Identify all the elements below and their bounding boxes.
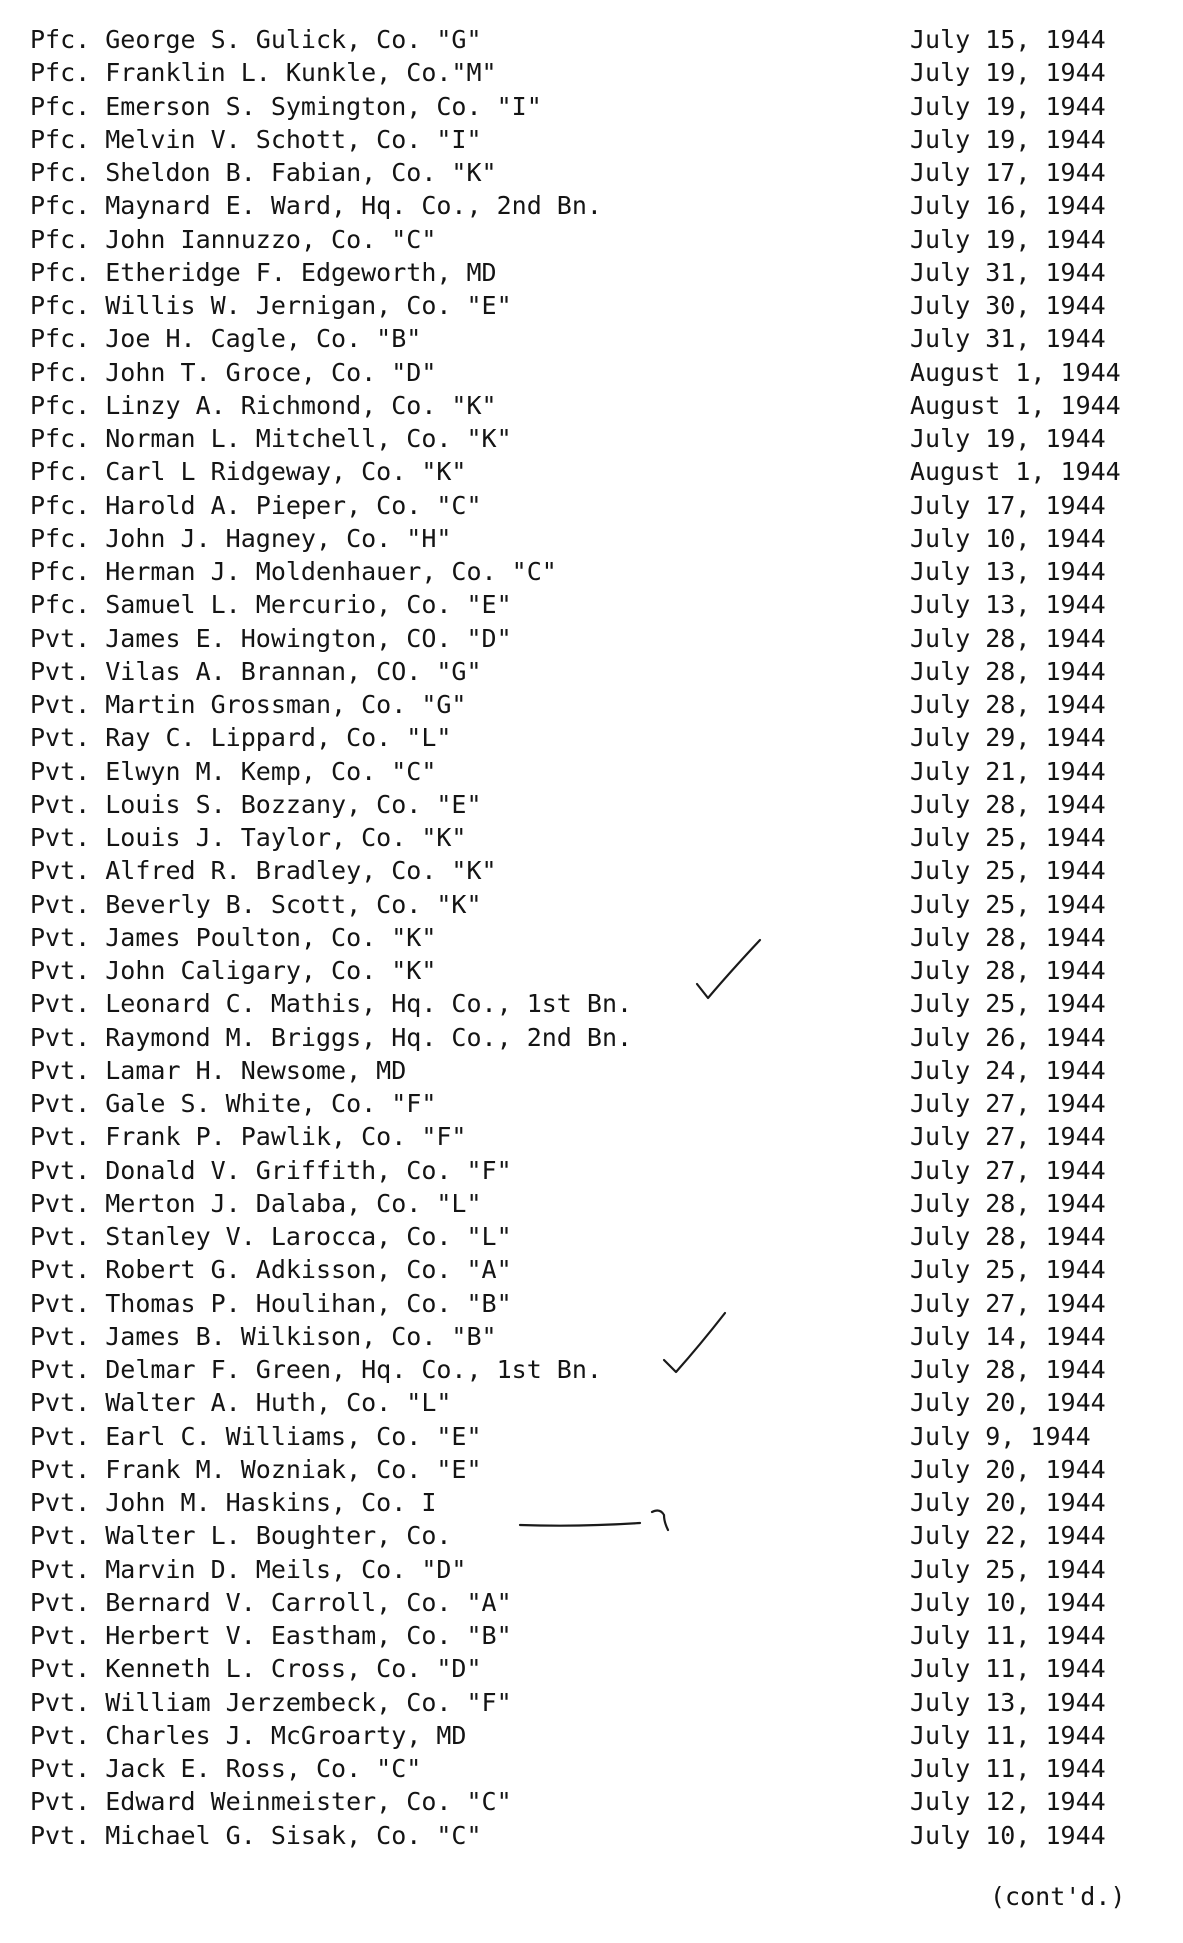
roster-row: [0, 1353, 1183, 1386]
roster-row: [0, 1586, 1183, 1619]
roster-row: [0, 1187, 1183, 1220]
entry-date: July 27, 1944: [910, 1155, 1106, 1185]
soldier-name: Pfc. Carl L Ridgeway, Co. "K": [30, 457, 467, 487]
soldier-name: Pfc. John Iannuzzo, Co. "C": [30, 224, 437, 254]
entry-date: July 15, 1944: [910, 25, 1106, 54]
roster-row: [0, 1420, 1183, 1453]
roster-row: [0, 1120, 1183, 1153]
entry-date: July 11, 1944: [910, 1754, 1106, 1783]
roster-row: [0, 1154, 1183, 1187]
roster-row: [0, 1553, 1183, 1586]
soldier-name: Pvt. Michael G. Sisak, Co. "C": [30, 1820, 482, 1850]
soldier-name: Pvt. Bernard V. Carroll, Co. "A": [30, 1587, 512, 1617]
roster-row: [0, 954, 1183, 987]
entry-date: July 16, 1944: [910, 191, 1106, 221]
roster-row: [0, 655, 1183, 688]
entry-date: July 28, 1944: [910, 1188, 1106, 1218]
roster-row: [0, 1253, 1183, 1286]
entry-date: July 28, 1944: [910, 1222, 1106, 1251]
entry-date: July 28, 1944: [910, 656, 1106, 686]
entry-date: July 29, 1944: [910, 723, 1106, 753]
roster-row: [0, 256, 1183, 289]
entry-date: July 17, 1944: [910, 490, 1106, 520]
soldier-name: Pvt. Lamar H. Newsome, MD: [30, 1055, 407, 1085]
soldier-name: Pvt. Edward Weinmeister, Co. "C": [30, 1787, 512, 1817]
entry-date: July 31, 1944: [910, 257, 1106, 287]
entry-date: July 20, 1944: [910, 1454, 1106, 1484]
entry-date: July 20, 1944: [910, 1488, 1106, 1517]
roster-row: [0, 1054, 1183, 1087]
soldier-name: Pvt. Ray C. Lippard, Co. "L": [30, 723, 452, 753]
soldier-name: Pfc. John J. Hagney, Co. "H": [30, 523, 452, 553]
roster-row: [0, 23, 1183, 56]
roster-row: [0, 788, 1183, 821]
entry-date: July 28, 1944: [910, 1355, 1106, 1384]
entry-date: July 28, 1944: [910, 956, 1106, 985]
soldier-name: Pfc. Maynard E. Ward, Hq. Co., 2nd Bn.: [30, 191, 602, 221]
soldier-name: Pvt. Robert G. Adkisson, Co. "A": [30, 1255, 512, 1285]
roster-row: [0, 189, 1183, 222]
entry-date: July 28, 1944: [910, 690, 1106, 719]
soldier-name: Pvt. Vilas A. Brannan, CO. "G": [30, 656, 482, 686]
soldier-name: Pvt. Walter A. Huth, Co. "L": [30, 1388, 452, 1418]
entry-date: July 19, 1944: [910, 58, 1106, 88]
roster-row: [0, 1619, 1183, 1652]
entry-date: July 25, 1944: [910, 889, 1106, 919]
soldier-name: Pvt. Walter L. Boughter, Co.: [30, 1521, 452, 1551]
soldier-name: Pvt. Leonard C. Mathis, Hq. Co., 1st Bn.: [30, 989, 633, 1019]
roster-row: [0, 123, 1183, 156]
roster-row: [0, 1320, 1183, 1353]
entry-date: July 25, 1944: [910, 1554, 1106, 1584]
soldier-name: Pfc. Franklin L. Kunkle, Co."M": [30, 58, 497, 88]
soldier-name: Pvt. John Caligary, Co. "K": [30, 956, 437, 985]
entry-date: July 27, 1944: [910, 1122, 1106, 1152]
soldier-name: Pvt. Louis S. Bozzany, Co. "E": [30, 789, 482, 819]
entry-date: July 30, 1944: [910, 291, 1106, 320]
soldier-name: Pvt. Stanley V. Larocca, Co. "L": [30, 1222, 512, 1251]
roster-row: [0, 555, 1183, 588]
roster-row: [0, 1453, 1183, 1486]
roster-row: [0, 688, 1183, 721]
soldier-name: Pvt. William Jerzembeck, Co. "F": [30, 1687, 512, 1717]
entry-date: July 11, 1944: [910, 1621, 1106, 1650]
roster-row: [0, 1686, 1183, 1719]
soldier-name: Pfc. Joe H. Cagle, Co. "B": [30, 324, 422, 354]
entry-date: July 22, 1944: [910, 1521, 1106, 1551]
roster-row: [0, 1087, 1183, 1120]
soldier-name: Pvt. Donald V. Griffith, Co. "F": [30, 1155, 512, 1185]
soldier-name: Pfc. Willis W. Jernigan, Co. "E": [30, 291, 512, 320]
soldier-name: Pvt. Raymond M. Briggs, Hq. Co., 2nd Bn.: [30, 1022, 633, 1052]
soldier-name: Pfc. Norman L. Mitchell, Co. "K": [30, 424, 512, 453]
soldier-name: Pvt. Kenneth L. Cross, Co. "D": [30, 1654, 482, 1684]
roster-row: [0, 522, 1183, 555]
soldier-name: Pvt. James E. Howington, CO. "D": [30, 623, 512, 653]
entry-date: July 27, 1944: [910, 1089, 1106, 1118]
roster-row: [0, 1819, 1183, 1852]
roster-row: [0, 1719, 1183, 1752]
soldier-name: Pfc. John T. Groce, Co. "D": [30, 357, 437, 387]
soldier-name: Pfc. Melvin V. Schott, Co. "I": [30, 124, 482, 154]
soldier-name: Pfc. Emerson S. Symington, Co. "I": [30, 91, 542, 121]
entry-date: July 25, 1944: [910, 856, 1106, 886]
soldier-name: Pvt. Elwyn M. Kemp, Co. "C": [30, 756, 437, 786]
roster-row: [0, 921, 1183, 954]
entry-date: July 10, 1944: [910, 523, 1106, 553]
soldier-name: Pvt. James Poulton, Co. "K": [30, 922, 437, 952]
entry-date: July 19, 1944: [910, 224, 1106, 254]
entry-date: July 13, 1944: [910, 557, 1106, 586]
roster-row: [0, 755, 1183, 788]
roster-row: [0, 622, 1183, 655]
entry-date: July 11, 1944: [910, 1720, 1106, 1750]
entry-date: July 28, 1944: [910, 623, 1106, 653]
entry-date: July 24, 1944: [910, 1055, 1106, 1085]
soldier-name: Pvt. Delmar F. Green, Hq. Co., 1st Bn.: [30, 1355, 602, 1384]
soldier-name: Pvt. Jack E. Ross, Co. "C": [30, 1754, 422, 1783]
roster-row: [0, 1287, 1183, 1320]
soldier-name: Pvt. Merton J. Dalaba, Co. "L": [30, 1188, 482, 1218]
soldier-name: Pvt. Martin Grossman, Co. "G": [30, 690, 467, 719]
entry-date: July 21, 1944: [910, 756, 1106, 786]
roster-row: [0, 1220, 1183, 1253]
roster-row: [0, 322, 1183, 355]
soldier-name: Pvt. Frank M. Wozniak, Co. "E": [30, 1454, 482, 1484]
roster-row: [0, 588, 1183, 621]
entry-date: July 20, 1944: [910, 1388, 1106, 1418]
roster-row: [0, 389, 1183, 422]
roster-row: [0, 821, 1183, 854]
entry-date: July 31, 1944: [910, 324, 1106, 354]
entry-date: July 11, 1944: [910, 1654, 1106, 1684]
entry-date: July 28, 1944: [910, 922, 1106, 952]
roster-row: [0, 289, 1183, 322]
roster-row: [0, 1652, 1183, 1685]
continued-note: (cont'd.): [990, 1882, 1126, 1911]
roster-row: [0, 1785, 1183, 1818]
roster-row: [0, 90, 1183, 123]
roster-row: [0, 156, 1183, 189]
soldier-name: Pvt. James B. Wilkison, Co. "B": [30, 1321, 497, 1351]
entry-date: July 19, 1944: [910, 124, 1106, 154]
soldier-name: Pvt. John M. Haskins, Co. I: [30, 1488, 437, 1517]
soldier-name: Pvt. Charles J. McGroarty, MD: [30, 1720, 467, 1750]
roster-row: [0, 854, 1183, 887]
soldier-name: Pvt. Thomas P. Houlihan, Co. "B": [30, 1288, 512, 1318]
roster-row: [0, 455, 1183, 488]
soldier-name: Pvt. Alfred R. Bradley, Co. "K": [30, 856, 497, 886]
soldier-name: Pvt. Herbert V. Eastham, Co. "B": [30, 1621, 512, 1650]
entry-date: July 19, 1944: [910, 91, 1106, 121]
soldier-name: Pvt. Marvin D. Meils, Co. "D": [30, 1554, 467, 1584]
entry-date: July 25, 1944: [910, 989, 1106, 1019]
entry-date: July 28, 1944: [910, 789, 1106, 819]
roster-row: [0, 721, 1183, 754]
soldier-name: Pfc. Harold A. Pieper, Co. "C": [30, 490, 482, 520]
roster-row: [0, 1021, 1183, 1054]
entry-date: July 17, 1944: [910, 158, 1106, 187]
soldier-name: Pvt. Louis J. Taylor, Co. "K": [30, 823, 467, 852]
entry-date: July 25, 1944: [910, 1255, 1106, 1285]
soldier-name: Pfc. Linzy A. Richmond, Co. "K": [30, 390, 497, 420]
soldier-name: Pvt. Beverly B. Scott, Co. "K": [30, 889, 482, 919]
soldier-name: Pfc. Herman J. Moldenhauer, Co. "C": [30, 557, 557, 586]
entry-date: July 26, 1944: [910, 1022, 1106, 1052]
entry-date: July 10, 1944: [910, 1820, 1106, 1850]
soldier-name: Pvt. Gale S. White, Co. "F": [30, 1089, 437, 1118]
soldier-name: Pfc. George S. Gulick, Co. "G": [30, 25, 482, 54]
roster-row: [0, 987, 1183, 1020]
soldier-name: Pvt. Earl C. Williams, Co. "E": [30, 1421, 482, 1451]
entry-date: August 1, 1944: [910, 357, 1121, 387]
soldier-name: Pfc. Samuel L. Mercurio, Co. "E": [30, 590, 512, 620]
entry-date: July 13, 1944: [910, 1687, 1106, 1717]
entry-date: July 25, 1944: [910, 823, 1106, 852]
roster-row: [0, 888, 1183, 921]
roster-row: [0, 1486, 1183, 1519]
roster-row: [0, 56, 1183, 89]
roster-row: [0, 489, 1183, 522]
entry-date: July 27, 1944: [910, 1288, 1106, 1318]
roster-row: [0, 1752, 1183, 1785]
roster-row: [0, 1519, 1183, 1552]
roster-row: [0, 1386, 1183, 1419]
soldier-name: Pfc. Sheldon B. Fabian, Co. "K": [30, 158, 497, 187]
entry-date: July 12, 1944: [910, 1787, 1106, 1817]
entry-date: August 1, 1944: [910, 457, 1121, 487]
soldier-name: Pvt. Frank P. Pawlik, Co. "F": [30, 1122, 467, 1152]
entry-date: July 19, 1944: [910, 424, 1106, 453]
entry-date: July 10, 1944: [910, 1587, 1106, 1617]
entry-date: July 13, 1944: [910, 590, 1106, 620]
soldier-name: Pfc. Etheridge F. Edgeworth, MD: [30, 257, 497, 287]
roster-row: [0, 422, 1183, 455]
entry-date: July 14, 1944: [910, 1321, 1106, 1351]
entry-date: July 9, 1944: [910, 1421, 1091, 1451]
roster-row: [0, 356, 1183, 389]
entry-date: August 1, 1944: [910, 390, 1121, 420]
roster-row: [0, 223, 1183, 256]
